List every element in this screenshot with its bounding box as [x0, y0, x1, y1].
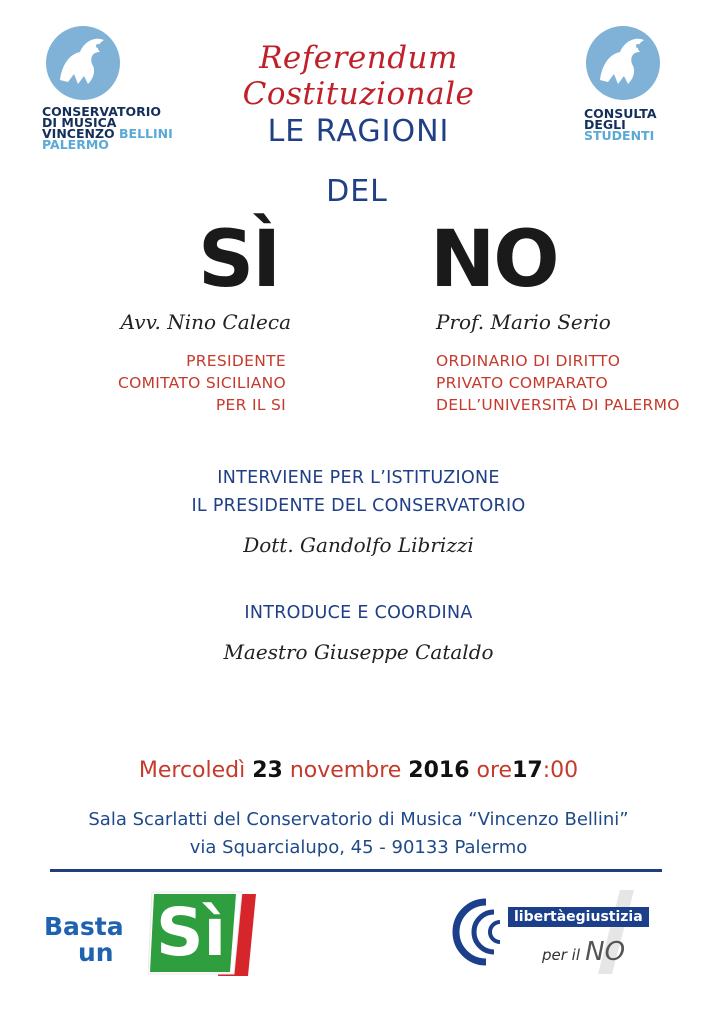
- event-venue: [20, 806, 697, 862]
- institution-name: Dott. Gandolfo Librizzi: [243, 533, 474, 557]
- event-day: 23: [252, 758, 283, 783]
- consulta-logo: [582, 24, 692, 154]
- event-minutes: :00: [542, 758, 579, 783]
- logo-left-line-5: PALERMO: [42, 137, 109, 152]
- ragioni-line: LE RAGIONI: [267, 114, 450, 149]
- del-line: DEL: [326, 174, 388, 209]
- liberta-brand: libertàegiustizia: [508, 907, 649, 927]
- institution-line-2: IL PRESIDENTE DEL CONSERVATORIO: [191, 496, 526, 516]
- logo-left-line-2: DI MUSICA: [42, 115, 117, 130]
- logo-right-line-1: CONSULTA: [584, 106, 657, 121]
- logo-left-line-4: BELLINI: [119, 126, 173, 141]
- basta-word: Basta: [44, 912, 124, 941]
- no-role-line: ORDINARIO DI DIRITTO: [436, 352, 621, 370]
- no-role-line: PRIVATO COMPARATO: [436, 374, 608, 392]
- event-hour: 17: [512, 758, 543, 783]
- griffin-seal-icon: [584, 24, 662, 102]
- event-weekday: Mercoledì: [138, 758, 246, 783]
- logo-right-line-2: DEGLI: [584, 117, 626, 132]
- divider-rule: [50, 869, 662, 872]
- no-speaker-role: [436, 350, 680, 416]
- griffin-seal-icon: [44, 24, 122, 102]
- yes-role-line: COMITATO SICILIANO: [117, 374, 286, 392]
- yes-speaker-name: Avv. Nino Caleca: [120, 310, 291, 334]
- event-month: novembre: [289, 758, 402, 783]
- referendum-title: Referendum Costituzionale: [242, 40, 475, 112]
- no-text: NO: [585, 937, 626, 967]
- no-role-line: DELL’UNIVERSITÀ DI PALERMO: [436, 396, 680, 414]
- institution-line-1: INTERVIENE PER L’ISTITUZIONE: [217, 468, 500, 488]
- venue-line-2: via Squarcialupo, 45 - 90133 Palermo: [189, 837, 528, 858]
- yes-role-line: PER IL SI: [215, 396, 286, 414]
- event-date: [40, 758, 677, 783]
- moderator-line: INTRODUCE E COORDINA: [244, 603, 473, 623]
- liberta-giustizia-logo: [446, 888, 676, 978]
- yes-role-line: PRESIDENTE: [186, 352, 286, 370]
- event-year: 2016: [408, 758, 470, 783]
- basta-un-si-logo: [44, 888, 264, 983]
- un-word: un: [78, 938, 114, 967]
- yes-speaker-role: [40, 350, 286, 416]
- logo-right-line-3: STUDENTI: [584, 128, 655, 143]
- moderator-name: Maestro Giuseppe Cataldo: [223, 640, 494, 664]
- no-word: NO: [430, 215, 558, 305]
- si-word: SÌ: [198, 215, 280, 305]
- per-il-text: per il: [542, 946, 581, 964]
- logo-left-line-1: CONSERVATORIO: [42, 104, 162, 119]
- venue-line-1: Sala Scarlatti del Conservatorio di Musica “Vincenzo Bellini”: [88, 809, 629, 830]
- si-flag-word: Sì: [156, 894, 227, 971]
- no-speaker-name: Prof. Mario Serio: [436, 310, 611, 334]
- event-time-label: ore: [476, 758, 513, 783]
- logo-left-line-3: VINCENZO: [42, 126, 115, 141]
